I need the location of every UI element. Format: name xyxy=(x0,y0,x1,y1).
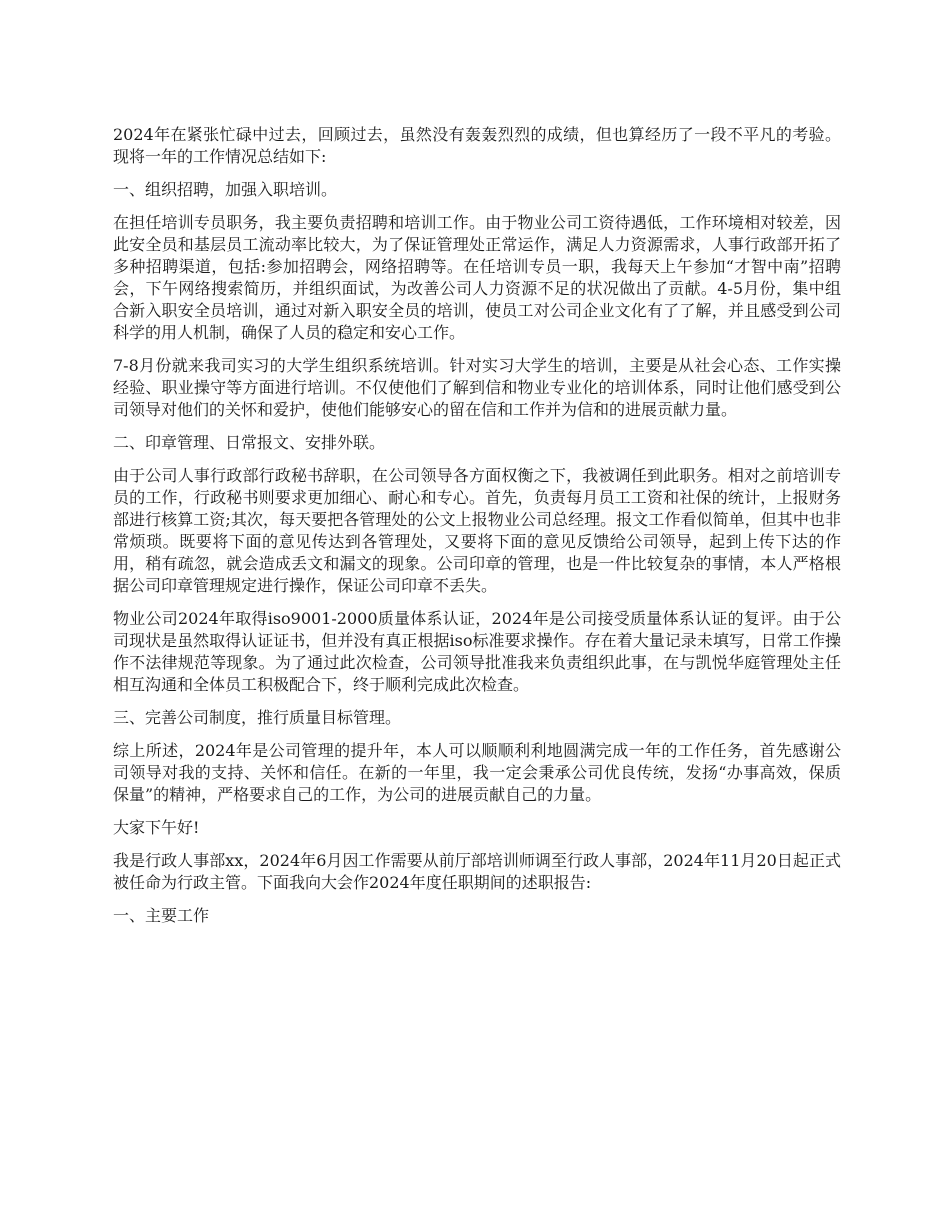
summary-paragraph: 综上所述，2024年是公司管理的提升年，本人可以顺顺利利地圆满完成一年的工作任务，首先感谢公司领导对我的支持、关怀和信任。在新的一年里，我一定会秉承公司优良传统，发扬“办事高效，保质保量”的精神，严格要求自己的工作，为公司的进展贡献自己的力量。 xyxy=(113,741,841,804)
section-heading-recruitment: 一、组织招聘，加强入职培训。 xyxy=(113,180,338,199)
section-heading-seal-management: 二、印章管理、日常报文、安排外联。 xyxy=(113,433,386,452)
section-heading-main-work: 一、主要工作 xyxy=(113,906,210,925)
report-intro-paragraph: 我是行政人事部xx，2024年6月因工作需要从前厅部培训师调至行政人事部，2024年11月20日起正式被任命为行政主管。下面我向大会作2024年度任职期间的述职报告: xyxy=(113,851,841,892)
intro-paragraph: 2024年在紧张忙碌中过去，回顾过去，虽然没有轰轰烈烈的成绩，但也算经历了一段不平凡的考验。现将一年的工作情况总结如下: xyxy=(113,125,841,166)
recruitment-paragraph: 在担任培训专员职务，我主要负责招聘和培训工作。由于物业公司工资待遇低，工作环境相对较差，因此安全员和基层员工流动率比较大，为了保证管理处正常运作，满足人力资源需求，人事行政部开拓了多种招聘渠道，包括:参加招聘会，网络招聘等。在任培训专员一职，我每天上午参加“才智中南”招聘会，下午网络搜索简历，并组织面试，为改善公司人力资源不足的状况做出了贡献。4-5月份，集中组合新入职安全员培训，通过对新入职安全员的培训，使员工对公司企业文化有了了解，并且感受到公司科学的用人机制，确保了人员的稳定和安心工作。 xyxy=(113,213,841,342)
seal-management-paragraph: 由于公司人事行政部行政秘书辞职，在公司领导各方面权衡之下，我被调任到此职务。相对之前培训专员的工作，行政秘书则要求更加细心、耐心和专心。首先，负责每月员工工资和社保的统计，上报财务部进行核算工资;其次，每天要把各管理处的公文上报物业公司总经理。报文工作看似简单，但其中也非常烦琐。既要将下面的意见传达到各管理处，又要将下面的意见反馈给公司领导，起到上传下达的作用，稍有疏忽，就会造成丢文和漏文的现象。公司印章的管理，也是一件比较复杂的事情，本人严格根据公司印章管理规定进行操作，保证公司印章不丢失。 xyxy=(113,466,841,595)
document-body xyxy=(113,124,841,938)
intern-training-paragraph: 7-8月份就来我司实习的大学生组织系统培训。针对实习大学生的培训，主要是从社会心态、工作实操经验、职业操守等方面进行培训。不仅使他们了解到信和物业专业化的培训体系，同时让他们感受到公司领导对他们的关怀和爱护，使他们能够安心的留在信和工作并为信和的进展贡献力量。 xyxy=(113,356,841,419)
section-heading-company-system: 三、完善公司制度，推行质量目标管理。 xyxy=(113,708,402,727)
iso-certification-paragraph: 物业公司2024年取得iso9001-2000质量体系认证，2024年是公司接受质量体系认证的复评。由于公司现状是虽然取得认证证书，但并没有真正根据iso标准要求操作。存在着大量记录未填写，日常工作操作不法律规范等现象。为了通过此次检查，公司领导批准我来负责组织此事，在与凯悦华庭管理处主任相互沟通和全体员工积极配合下，终于顺利完成此次检查。 xyxy=(113,609,841,694)
greeting-paragraph: 大家下午好! xyxy=(113,818,200,837)
